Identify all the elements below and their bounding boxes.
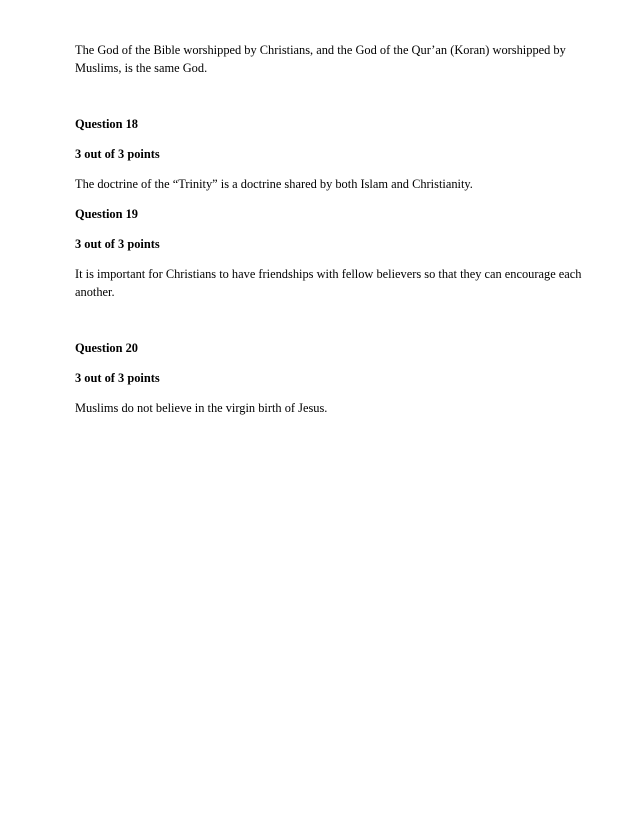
question-19-block [75,205,595,301]
question-20-block [75,339,595,417]
question-20-title: Question 20 [75,341,138,355]
question-17-text: The God of the Bible worshipped by Christians, and the God of the Qur’an (Koran) worshipped by Muslims, is the same God. [75,43,566,75]
question-19-title: Question 19 [75,207,138,221]
question-18-points: 3 out of 3 points [75,147,160,161]
question-20-text: Muslims do not believe in the virgin birth of Jesus. [75,401,328,415]
question-19-text: It is important for Christians to have friendships with fellow believers so that they can encourage each another. [75,267,582,299]
question-18-title: Question 18 [75,117,138,131]
question-18-block [75,115,595,193]
question-20-points: 3 out of 3 points [75,371,160,385]
question-18-text: The doctrine of the “Trinity” is a doctrine shared by both Islam and Christianity. [75,177,473,191]
document-page [75,41,595,429]
question-19-points: 3 out of 3 points [75,237,160,251]
